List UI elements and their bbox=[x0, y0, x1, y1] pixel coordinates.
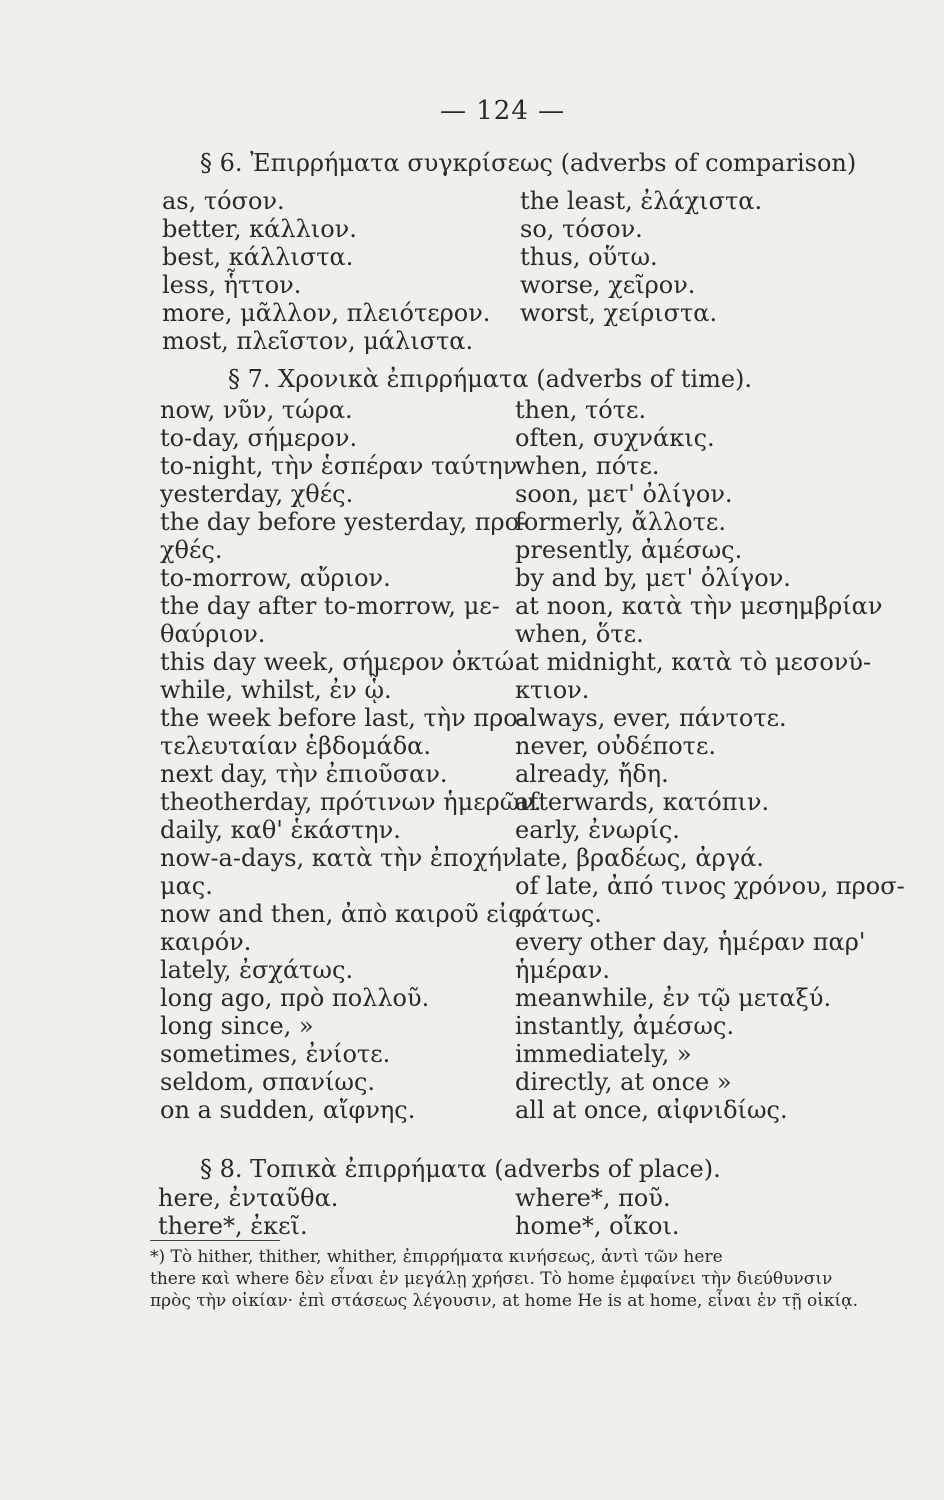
entry: worst, χείριστα. bbox=[520, 299, 718, 327]
entry: καιρόν. bbox=[160, 928, 252, 956]
entry: now and then, ἀπὸ καιροῦ εἰς bbox=[160, 900, 522, 928]
entry: daily, καθ' ἑκάστην. bbox=[160, 816, 401, 844]
entry: sometimes, ἐνίοτε. bbox=[160, 1040, 391, 1068]
entry: now-a-days, κατὰ τὴν ἐποχήν bbox=[160, 844, 517, 872]
entry: all at once, αἰφνιδίως. bbox=[515, 1096, 788, 1124]
entry: most, πλεῖστον, μάλιστα. bbox=[162, 327, 474, 355]
entry: τελευταίαν ἑβδομάδα. bbox=[160, 732, 432, 760]
entry: the least, ἐλάχιστα. bbox=[520, 187, 763, 215]
entry: at noon, κατὰ τὴν μεσημβρίαν bbox=[515, 592, 883, 620]
entry: theotherday, πρότινων ἡμερῶν. bbox=[160, 788, 542, 816]
entry: there*, ἐκεῖ. bbox=[158, 1212, 308, 1240]
entry: less, ἧττον. bbox=[162, 271, 302, 299]
entry: χθές. bbox=[160, 536, 223, 564]
entry: when, ὅτε. bbox=[515, 620, 644, 648]
entry: immediately, » bbox=[515, 1040, 692, 1068]
entry: better, κάλλιον. bbox=[162, 215, 357, 243]
entry: κτιον. bbox=[515, 676, 590, 704]
entry: the day after to-morrow, με- bbox=[160, 592, 500, 620]
entry: always, ever, πάντοτε. bbox=[515, 704, 787, 732]
entry: long since, » bbox=[160, 1012, 314, 1040]
entry: thus, οὕτω. bbox=[520, 243, 658, 271]
entry: early, ἐνωρίς. bbox=[515, 816, 680, 844]
section-8-left-column bbox=[158, 1184, 338, 1240]
entry: on a sudden, αἴφνης. bbox=[160, 1096, 416, 1124]
entry: while, whilst, ἐν ᾧ. bbox=[160, 676, 392, 704]
footnote-line: πρὸς τὴν οἰκίαν· ἐπὶ στάσεως λέγουσιν, at home He is at home, εἶναι ἐν τῇ οἰκίᾳ. bbox=[150, 1291, 859, 1311]
entry: directly, at once » bbox=[515, 1068, 732, 1096]
section-7-heading: § 7. Χρονικὰ ἐπιρρήματα (adverbs of time). bbox=[228, 365, 753, 393]
entry: here, ἐνταῦθα. bbox=[158, 1184, 339, 1212]
footnote-line: there καὶ where δὲν εἶναι ἐν μεγάλῃ χρήσει. Τὸ home ἐμφαίνει τὴν διεύθυνσιν bbox=[150, 1269, 833, 1289]
entry: this day week, σήμερον ὀκτώ. bbox=[160, 648, 522, 676]
entry: so, τόσον. bbox=[520, 215, 643, 243]
entry: θαύριον. bbox=[160, 620, 266, 648]
entry: yesterday, χθές. bbox=[160, 480, 354, 508]
entry: long ago, πρὸ πολλοῦ. bbox=[160, 984, 430, 1012]
entry: then, τότε. bbox=[515, 396, 647, 424]
section-8-heading: § 8. Τοπικὰ ἐπιρρήματα (adverbs of place). bbox=[200, 1155, 721, 1183]
entry: φάτως. bbox=[515, 900, 602, 928]
entry: best, κάλλιστα. bbox=[162, 243, 354, 271]
entry: home*, οἴκοι. bbox=[515, 1212, 680, 1240]
entry: soon, μετ' ὀλίγον. bbox=[515, 480, 733, 508]
entry: to-night, τὴν ἑσπέραν ταύτην. bbox=[160, 452, 525, 480]
entry: the week before last, τὴν προ- bbox=[160, 704, 526, 732]
entry: worse, χεῖρον. bbox=[520, 271, 696, 299]
entry: lately, ἐσχάτως. bbox=[160, 956, 354, 984]
entry: by and by, μετ' ὀλίγον. bbox=[515, 564, 791, 592]
entry: ἡμέραν. bbox=[515, 956, 610, 984]
entry: μας. bbox=[160, 872, 213, 900]
entry: to-morrow, αὔριον. bbox=[160, 564, 391, 592]
entry: meanwhile, ἐν τῷ μεταξύ. bbox=[515, 984, 832, 1012]
entry: afterwards, κατόπιν. bbox=[515, 788, 770, 816]
entry: as, τόσον. bbox=[162, 187, 285, 215]
entry: late, βραδέως, ἀργά. bbox=[515, 844, 764, 872]
footnote-line: *) Τὸ hither, thither, whither, ἐπιρρήματα κινήσεως, ἀντὶ τῶν here bbox=[150, 1247, 723, 1267]
entry: instantly, ἀμέσως. bbox=[515, 1012, 735, 1040]
entry: every other day, ἡμέραν παρ' bbox=[515, 928, 866, 956]
entry: next day, τὴν ἐπιοῦσαν. bbox=[160, 760, 448, 788]
entry: when, πότε. bbox=[515, 452, 660, 480]
section-6-heading: § 6. Ἐπιρρήματα συγκρίσεως (adverbs of comparison) bbox=[200, 149, 857, 177]
entry: where*, ποῦ. bbox=[515, 1184, 671, 1212]
entry: presently, ἀμέσως. bbox=[515, 536, 743, 564]
entry: of late, ἀπό τινος χρόνου, προσ- bbox=[515, 872, 905, 900]
entry: at midnight, κατὰ τὸ μεσονύ- bbox=[515, 648, 872, 676]
entry: formerly, ἄλλοτε. bbox=[515, 508, 726, 536]
section-7-right-column bbox=[515, 396, 905, 1124]
footnote bbox=[150, 1246, 859, 1312]
entry: seldom, σπανίως. bbox=[160, 1068, 376, 1096]
entry: never, οὐδέποτε. bbox=[515, 732, 716, 760]
section-8-right-column bbox=[515, 1184, 679, 1240]
entry: to-day, σήμερον. bbox=[160, 424, 358, 452]
entry: more, μᾶλλον, πλειότερον. bbox=[162, 299, 491, 327]
section-6-left-column bbox=[162, 187, 490, 355]
entry: already, ἤδη. bbox=[515, 760, 669, 788]
section-7-left-column bbox=[160, 396, 542, 1124]
entry: now, νῦν, τώρα. bbox=[160, 396, 353, 424]
footnote-divider bbox=[150, 1240, 280, 1241]
entry: often, συχνάκις. bbox=[515, 424, 715, 452]
entry: the day before yesterday, προ- bbox=[160, 508, 528, 536]
page-number: — 124 — bbox=[440, 96, 566, 126]
section-6-right-column bbox=[520, 187, 762, 327]
